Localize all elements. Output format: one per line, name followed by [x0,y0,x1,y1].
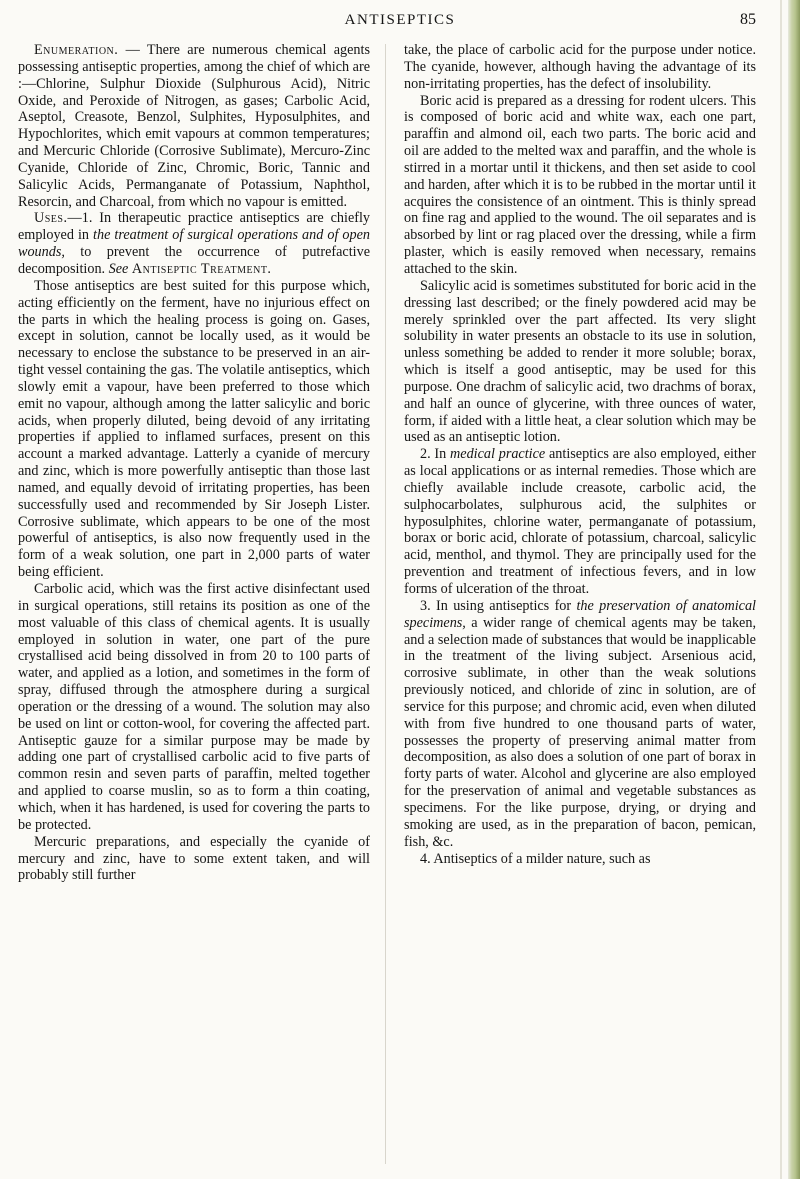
running-title: ANTISEPTICS [344,12,456,28]
uses-heading: Uses. [34,210,68,227]
preservation-text-b: a wider range of chemical agents may be taken, and a selection made of substances that would be inapplicable in the treatment of the living subject. Arsenious acid, corrosive sublimate, in other than the weak solutions previously noticed, and chloride of zinc in solution, are of service for this purpose; and chromic acid, even when diluted with from five hundred to one thousand parts of water, possesses the property of preserving animal matter from decomposition, as also does a solution of one part of borax in forty parts of water. Alcohol and glycerine are also employed for the preservation of animal and vegetable substances as specimens. For the like purpose, drying, or drying and smoking are used, as in the preparation of bacon, pemican, fish, &c. [404,614,756,850]
left-column [18,42,370,884]
preservation-paragraph [404,598,756,851]
continuation-paragraph: take, the place of carbolic acid for the purpose under notice. The cyanide, however, although having the advantage of its non-irritating properties, has the defect of insolubility. [404,42,756,92]
boric-acid-paragraph: Boric acid is prepared as a dressing for rodent ulcers. This is composed of boric acid and white wax, each one part, paraffin and almond oil, each two parts. The boric acid and oil are added to the melted wax and paraffin, and the whole is stirred in a mortar until it thickens, and then set aside to cool and harden, after which it is to be rubbed in the mortar until it acquires the consistence of an ointment. This is thinly spread on fine rag and applied to the wound. The oil separates and is absorbed by lint or rag placed over the dressing, while a firm plaster, which is easily removed when necessary, remains attached to the skin. [404,92,756,277]
enumeration-text: — There are numerous chemical agents possessing antiseptic properties, among the chief of which are :—Chlorine, Sulphur Dioxide (Sulphurous Acid), Nitric Oxide, and Peroxide of Nitrogen, as gases; Carbolic Acid, Aseptol, Creasote, Benzol, Sulphites, Hyposulphites, and Hypochlorites, which emit vapours at common temperatures; and Mercuric Chloride (Corrosive Sublimate), Mercuro-Zinc Cyanide, Chloride of Zinc, Chromic, Boric, Tannic and Salicylic Acids, Permanganate of Potassium, Naphthol, Resorcin, and Charcoal, from which no vapour is emitted. [18,42,370,210]
book-edge [788,0,800,1179]
preservation-italic-text: the preservation of anatomical specimens, [404,597,756,631]
medical-text-a: 2. In [420,446,451,463]
medical-italic-text: medical practice [450,446,546,463]
cross-reference: Antiseptic Treatment. [131,260,272,277]
uses-text-b: to prevent the occurrence of putrefactive decomposition. [18,244,370,277]
page-edge-line [780,0,782,1179]
page-header [0,0,800,40]
column-divider [385,44,386,1164]
uses-paragraph [18,210,370,277]
enumeration-paragraph [18,42,370,210]
carbolic-acid-paragraph: Carbolic acid, which was the first active disinfectant used in surgical operations, still retains its position as one of the most valuable of this class of chemical agents. It is usually employed in solution in water, one part of the pure crystallised acid being dissolved in from 20 to 100 parts of water, and applied as a lotion, and sometimes in the form of spray, diffused through the atmosphere during a surgical operation or the dressing of a wound. The solution may also be used on lint or cotton-wool, for covering the affected part. Antiseptic gauze for a similar purpose may be made by adding one part of crystallised carbolic acid to five parts of common resin and seven parts of paraffin, melted together and applied to coarse muslin, so as to form a thin coating, which, when it has hardened, is used for covering the parts to be protected. [18,581,370,833]
see-label: See [108,260,129,277]
medical-practice-paragraph [404,446,756,598]
suitable-antiseptics-paragraph: Those antiseptics are best suited for this purpose which, acting efficiently on the ferment, have no injurious effect on the parts in which the healing process is going on. Gases, except in solution, cannot be locally used, as it would be necessary to enclose the substance to be preserved in an air-tight vessel containing the gas. The volatile antiseptics, which slowly emit a vapour, have been preferred to those which emit no vapour, although among the latter salicylic and boric acids, when properly diluted, being devoid of any irritating properties if applied to inflamed surfaces, present on this account a marked advantage. Latterly a cyanide of mercury and zinc, which is more powerfully antiseptic than those last named, and equally devoid of irritating properties, has been successfully used and recommended by Sir Joseph Lister. Corrosive sublimate, which appears to be one of the most powerful of antiseptics, is also now frequently used in the form of a weak solution, one part in 2,000 parts of water being efficient. [18,277,370,581]
milder-antiseptics-paragraph: 4. Antiseptics of a milder nature, such as [420,850,651,867]
enumeration-heading: Enumeration. [34,42,119,58]
salicylic-acid-paragraph: Salicylic acid is sometimes substituted for boric acid in the dressing last described; or the finely powdered acid may be merely sprinkled over the part affected. Its very slight solubility in water presents an obstacle to its use in solution, unless something be added to render it more soluble; borax, which is itself a good antiseptic, may be used for this purpose. One drachm of salicylic acid, two drachms of borax, and half an ounce of glycerine, with three ounces of water, form, if aided with a little heat, a clear solution which may be used as an antiseptic lotion. [404,277,756,446]
right-column [404,42,756,867]
medical-text-b: antiseptics are also employed, either as local applications or as internal remedies. Those which are chiefly available include creasote, carbolic acid, the sulphocarbolates, sulphurous acid, the sulphites or hyposulphites, chlorine water, permanganate of potassium, borax or boric acid, chlorate of potassium, charcoal, salicylic acid, menthol, and thymol. They are principally used for the prevention and treatment of infectious fevers, and in low forms of ulceration of the throat. [404,446,756,597]
preservation-text-a: 3. In using antiseptics for [420,597,577,614]
page-number: 85 [740,11,756,28]
uses-text-a: —1. In therapeutic practice antiseptics are chiefly employed in [18,210,370,244]
uses-italic-text: the treatment of surgical operations and of open wounds, [18,227,371,261]
mercuric-preparations-paragraph: Mercuric preparations, and especially the cyanide of mercury and zinc, have to some extent taken, and will probably still further [18,833,370,884]
